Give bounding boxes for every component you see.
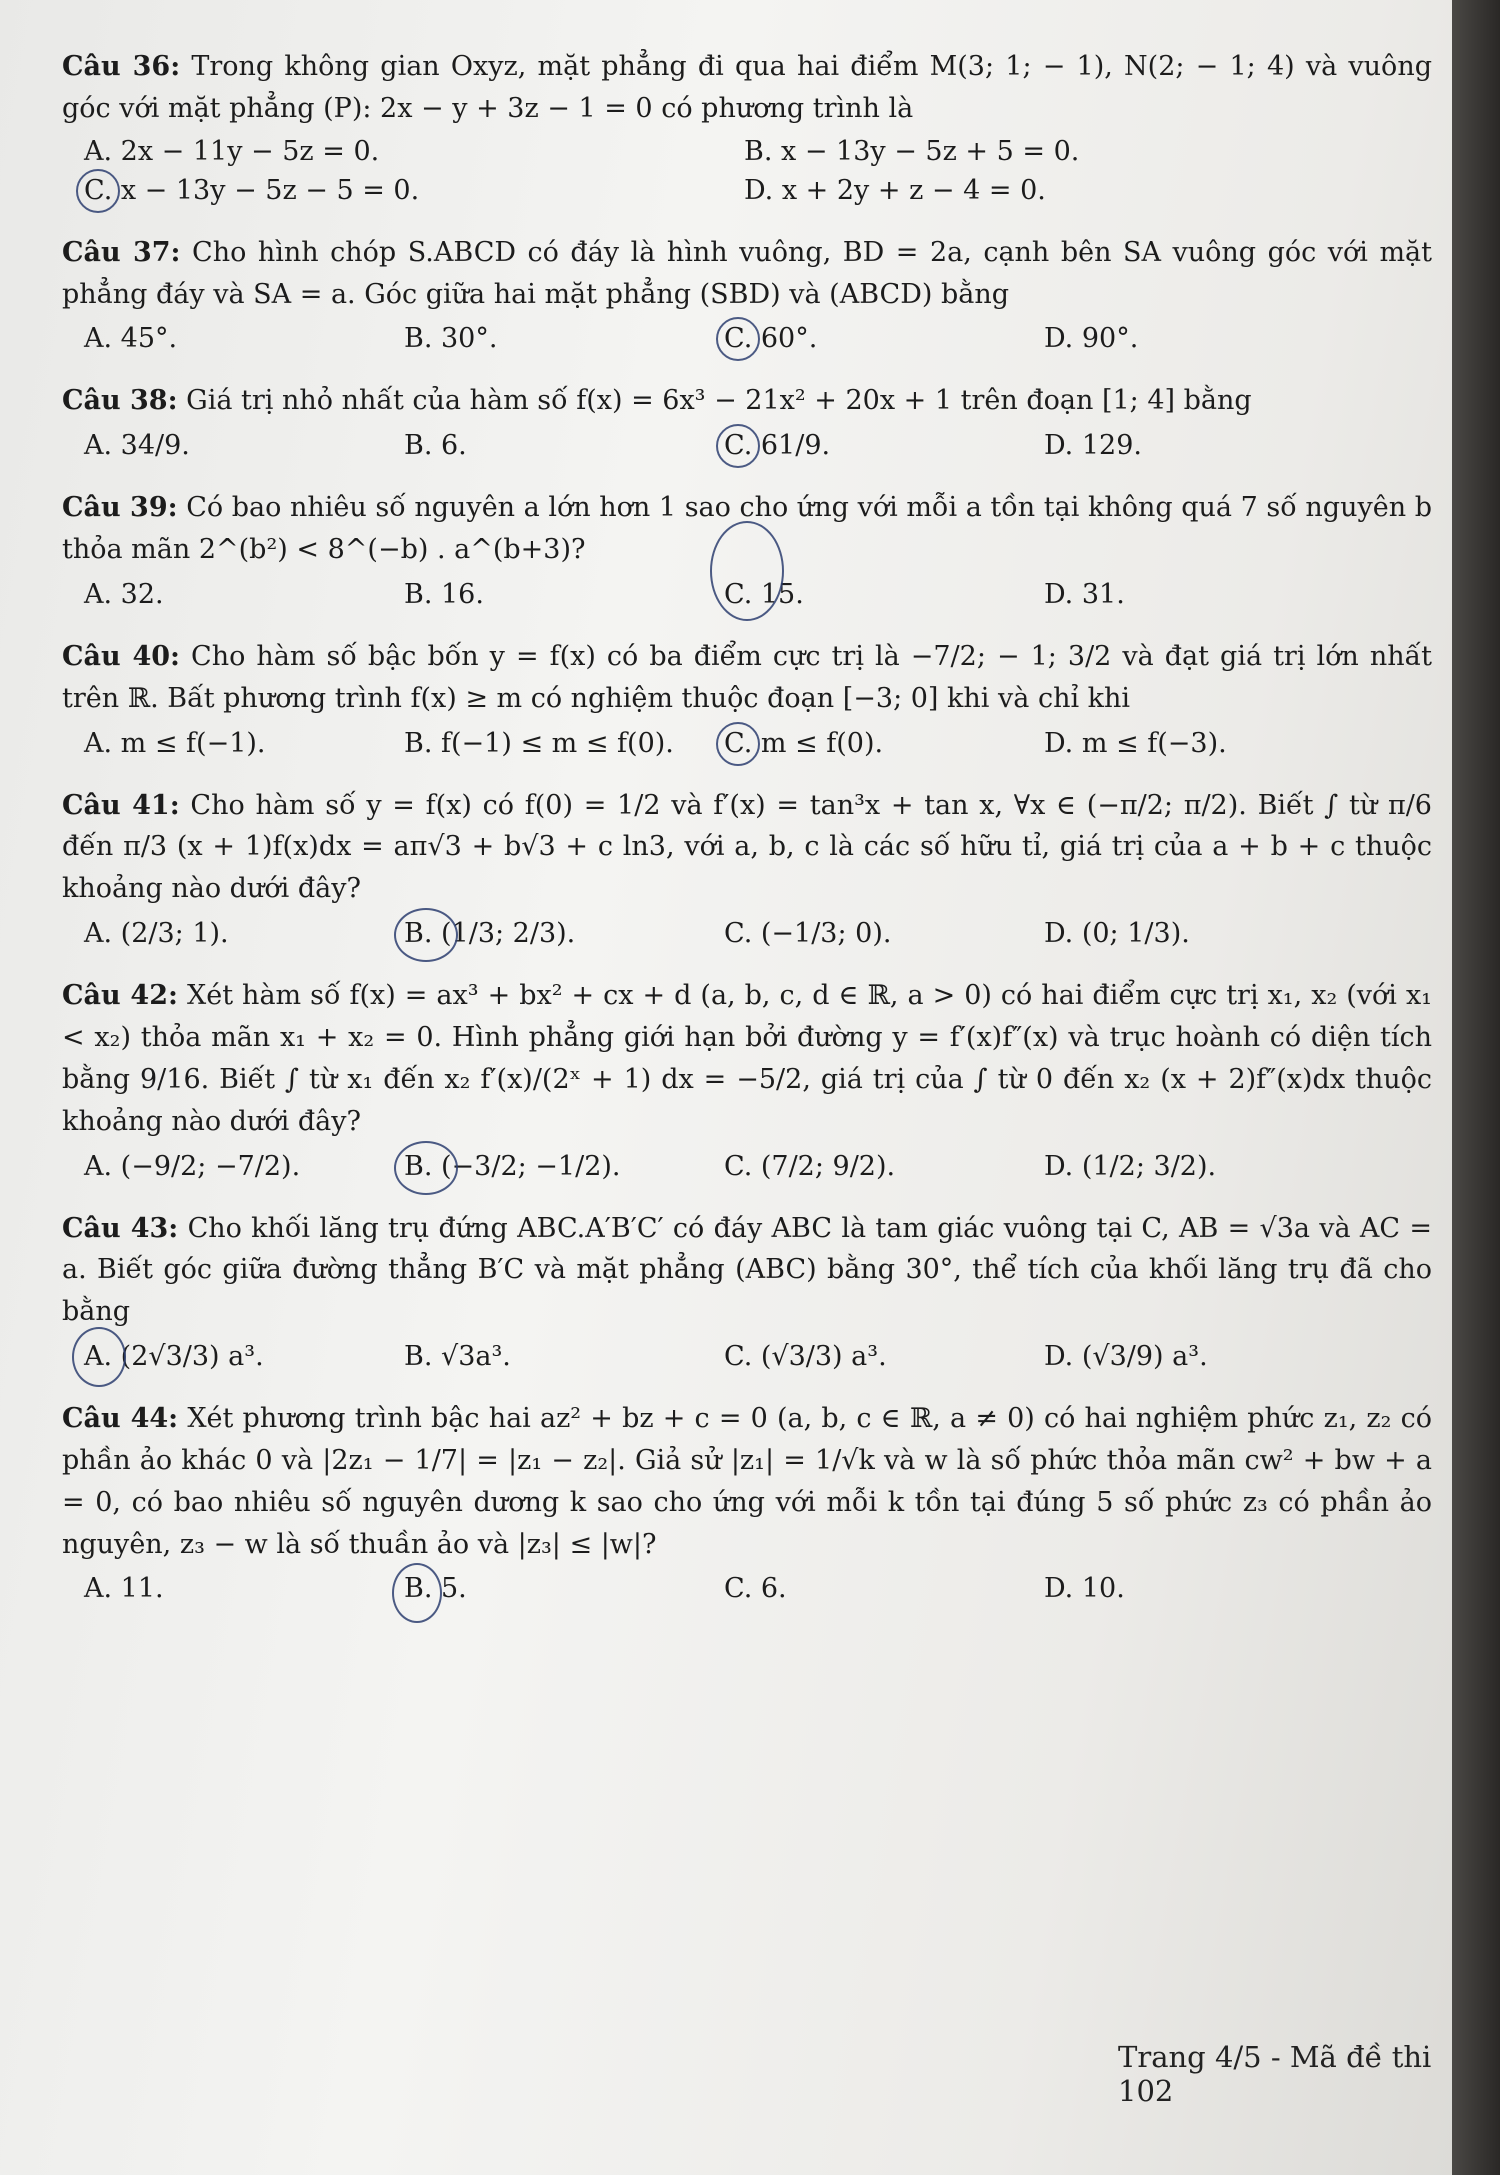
option-b[interactable]: B. 30°. <box>404 323 498 355</box>
question-42 <box>62 975 1432 1181</box>
option-c-text: C. 15. <box>724 578 804 610</box>
option-d[interactable]: D. 129. <box>1044 430 1142 462</box>
option-d[interactable]: D. 90°. <box>1044 323 1139 355</box>
pen-circle-mark <box>394 908 458 962</box>
option-b[interactable]: B. x − 13y − 5z + 5 = 0. <box>744 135 1080 167</box>
option-d[interactable]: D. 31. <box>1044 578 1125 610</box>
option-c[interactable] <box>724 430 1044 461</box>
option-a[interactable]: A. 2x − 11y − 5z = 0. <box>84 135 380 167</box>
question-label: Câu 36: <box>62 51 181 82</box>
option-b[interactable]: B. 16. <box>404 578 484 610</box>
pen-circle-mark <box>394 1141 458 1195</box>
option-d[interactable]: D. (1/2; 3/2). <box>1044 1150 1217 1182</box>
option-c-text: C. x − 13y − 5z − 5 = 0. <box>84 174 420 206</box>
question-43 <box>62 1208 1432 1373</box>
option-b[interactable]: B. f(−1) ≤ m ≤ f(0). <box>404 727 674 759</box>
option-b[interactable] <box>404 1573 724 1604</box>
pen-circle-mark <box>392 1563 442 1623</box>
option-d[interactable]: D. x + 2y + z − 4 = 0. <box>744 174 1046 206</box>
option-d[interactable]: D. 10. <box>1044 1573 1125 1605</box>
question-label: Câu 37: <box>62 236 181 268</box>
table-edge <box>1452 0 1500 2175</box>
question-text: Giá trị nhỏ nhất của hàm số f(x) = 6x³ − 21x² + 20x + 1 trên đoạn [1; 4] bằng <box>186 385 1252 417</box>
option-b[interactable]: B. 6. <box>404 430 467 462</box>
question-41 <box>62 785 1432 950</box>
option-a[interactable]: A. 11. <box>84 1573 164 1605</box>
option-a[interactable]: A. m ≤ f(−1). <box>84 727 266 759</box>
question-text: Cho hàm số bậc bốn y = f(x) có ba điểm cực trị là −7/2; − 1; 3/2 và đạt giá trị lớn nhất trên ℝ. Bất phương trình f(x) ≥ m có nghiệm thuộc đoạn [−3; 0] khi và chỉ khi <box>62 640 1432 714</box>
questions-block <box>62 46 1432 1630</box>
option-c[interactable]: C. (−1/3; 0). <box>724 918 892 950</box>
question-text: Cho hình chóp S.ABCD có đáy là hình vuông, BD = 2a, cạnh bên SA vuông góc với mặt phẳng đáy và SA = a. Góc giữa hai mặt phẳng (SBD) và (ABCD) bằng <box>62 236 1432 310</box>
question-text: Xét hàm số f(x) = ax³ + bx² + cx + d (a, b, c, d ∈ ℝ, a > 0) có hai điểm cực trị x₁, x₂ (với x₁ < x₂) thỏa mãn x₁ + x₂ = 0. Hình phẳng giới hạn bởi đường y = f′(x)f″(x) và trục hoành có diện tích bằng 9/16. Biết ∫ từ x₁ đến x₂ f′(x)/(2ˣ + 1) dx = −5/2, giá trị của ∫ từ 0 đến x₂ (x + 2)f″(x)dx thuộc khoảng nào dưới đây? <box>62 980 1432 1137</box>
pen-circle-mark <box>716 722 760 766</box>
pen-circle-mark <box>716 317 760 361</box>
option-b[interactable] <box>404 1151 724 1182</box>
option-a[interactable]: A. 32. <box>84 578 164 610</box>
pen-circle-mark <box>76 169 120 213</box>
option-b-text: B. 5. <box>404 1573 467 1605</box>
page-footer: Trang 4/5 - Mã đề thi 102 <box>1118 2040 1432 2108</box>
option-a[interactable]: A. 45°. <box>84 323 178 355</box>
pen-circle-mark <box>716 424 760 468</box>
option-d[interactable]: D. (0; 1/3). <box>1044 918 1190 950</box>
question-37 <box>62 232 1432 355</box>
option-b-text: B. (1/3; 2/3). <box>404 918 576 950</box>
question-text: Trong không gian Oxyz, mặt phẳng đi qua hai điểm M(3; 1; − 1), N(2; − 1; 4) và vuông góc với mặt phẳng (P): 2x − y + 3z − 1 = 0 có phương trình là <box>62 51 1432 124</box>
option-c[interactable] <box>84 175 744 206</box>
option-b[interactable]: B. √3a³. <box>404 1341 511 1373</box>
option-c[interactable] <box>724 323 1044 354</box>
question-label: Câu 41: <box>62 789 180 821</box>
question-text: Cho khối lăng trụ đứng ABC.A′B′C′ có đáy ABC là tam giác vuông tại C, AB = √3a và AC = a. Biết góc giữa đường thẳng B′C và mặt phẳng (ABC) bằng 30°, thể tích của khối lăng trụ đã cho bằng <box>62 1212 1432 1328</box>
question-label: Câu 40: <box>62 640 181 672</box>
question-label: Câu 39: <box>62 492 178 524</box>
option-d[interactable]: D. (√3/9) a³. <box>1044 1341 1208 1373</box>
question-38 <box>62 380 1432 461</box>
question-label: Câu 42: <box>62 980 178 1012</box>
option-c[interactable] <box>724 579 1044 610</box>
option-c-text: C. 60°. <box>724 323 818 355</box>
question-label: Câu 43: <box>62 1212 179 1244</box>
option-c-text: C. m ≤ f(0). <box>724 727 884 759</box>
option-a[interactable]: A. 34/9. <box>84 430 190 462</box>
question-text: Cho hàm số y = f(x) có f(0) = 1/2 và f′(x) = tan³x + tan x, ∀x ∈ (−π/2; π/2). Biết ∫ từ π/6 đến π/3 (x + 1)f(x)dx = aπ√3 + b√3 + c ln3, với a, b, c là các số hữu tỉ, giá trị của a + b + c thuộc khoảng nào dưới đây? <box>62 789 1432 905</box>
question-text: Xét phương trình bậc hai az² + bz + c = 0 (a, b, c ∈ ℝ, a ≠ 0) có hai nghiệm phức z₁, z₂ có phần ảo khác 0 và |2z₁ − 1/7| = |z₁ − z₂|. Giả sử |z₁| = 1/√k và w là số phức thỏa mãn cw² + bw + a = 0, có bao nhiêu số nguyên dương k sao cho ứng với mỗi k tồn tại đúng 5 số phức z₃ có phần ảo nguyên, z₃ − w là số thuần ảo và |z₃| ≤ |w|? <box>62 1403 1432 1560</box>
option-c[interactable] <box>724 728 1044 759</box>
option-b[interactable] <box>404 918 724 949</box>
option-a-text: A. (2√3/3) a³. <box>84 1341 264 1373</box>
option-c[interactable]: C. (7/2; 9/2). <box>724 1150 896 1182</box>
question-36 <box>62 46 1432 206</box>
question-label: Câu 44: <box>62 1403 179 1435</box>
question-40 <box>62 636 1432 759</box>
option-c[interactable]: C. (√3/3) a³. <box>724 1341 887 1373</box>
pen-circle-mark <box>72 1327 126 1387</box>
option-b-text: B. (−3/2; −1/2). <box>404 1150 621 1182</box>
option-a[interactable]: A. (−9/2; −7/2). <box>84 1150 301 1182</box>
pen-circle-mark <box>710 521 784 621</box>
option-c[interactable]: C. 6. <box>724 1573 787 1605</box>
option-a[interactable]: A. (2/3; 1). <box>84 918 229 950</box>
option-c-text: C. 61/9. <box>724 430 831 462</box>
question-label: Câu 38: <box>62 385 178 417</box>
question-39 <box>62 487 1432 610</box>
question-text: Có bao nhiêu số nguyên a lớn hơn 1 sao cho ứng với mỗi a tồn tại không quá 7 số nguyên b thỏa mãn 2^(b²) < 8^(−b) . a^(b+3)? <box>62 492 1433 566</box>
question-44 <box>62 1398 1432 1604</box>
option-a[interactable] <box>84 1341 404 1372</box>
option-d[interactable]: D. m ≤ f(−3). <box>1044 727 1227 759</box>
